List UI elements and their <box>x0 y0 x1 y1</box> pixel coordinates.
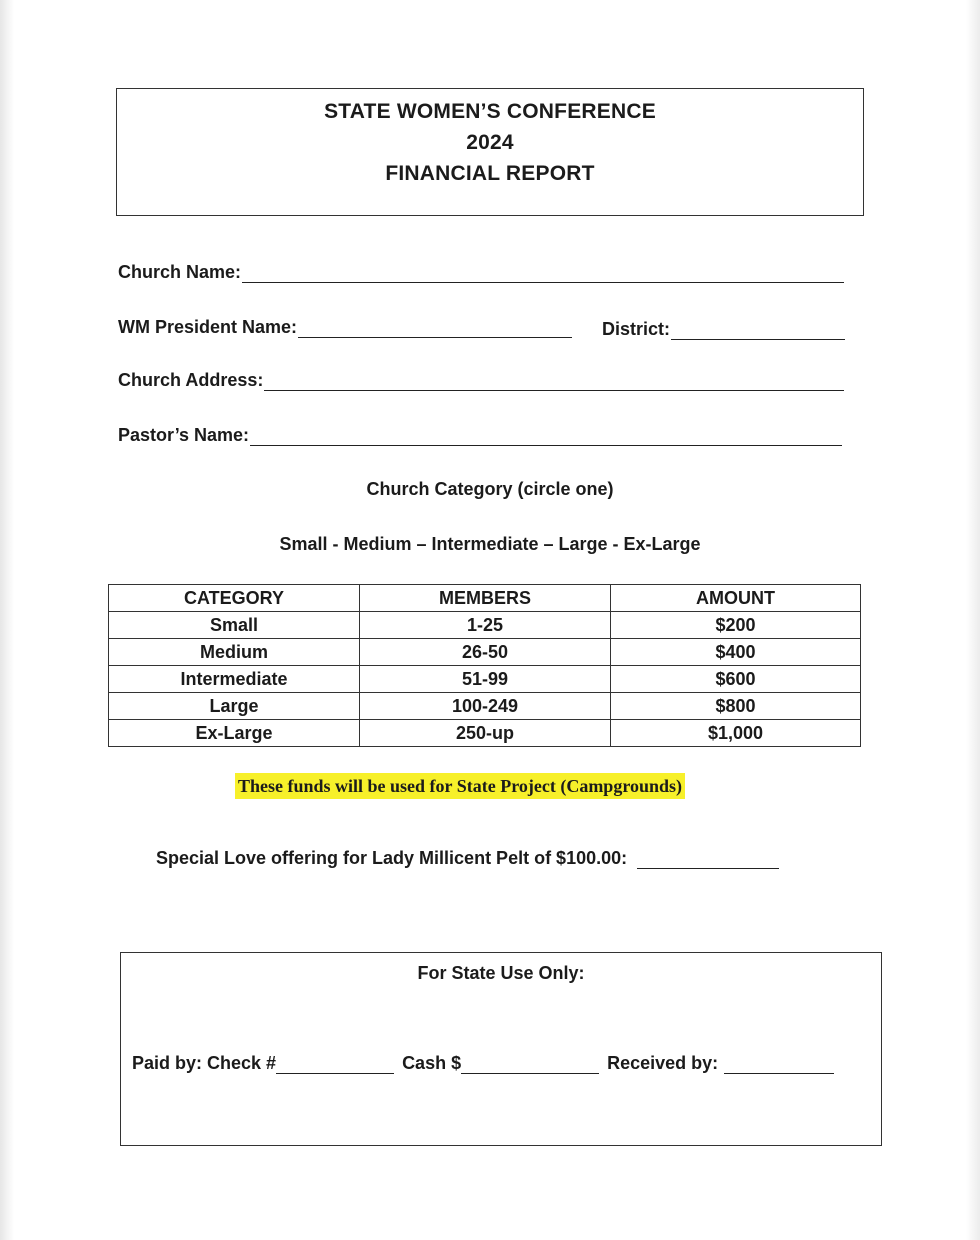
table-row <box>109 639 861 666</box>
church-address-row <box>118 370 844 391</box>
table-row <box>109 666 861 693</box>
pastor-name-field[interactable] <box>250 429 842 446</box>
title-line-report: FINANCIAL REPORT <box>385 162 595 185</box>
cell-amount: $1,000 <box>611 720 861 747</box>
table-row <box>109 612 861 639</box>
church-name-row <box>118 262 844 283</box>
table-row <box>109 693 861 720</box>
cell-amount: $600 <box>611 666 861 693</box>
received-by-field[interactable] <box>724 1057 834 1074</box>
state-use-title: For State Use Only: <box>417 963 585 983</box>
cell-category: Small <box>109 612 360 639</box>
funds-note: These funds will be used for State Project (Campgrounds) <box>235 773 685 799</box>
page-edge-right <box>966 0 980 1240</box>
table-header-row <box>109 585 861 612</box>
cell-members: 250-up <box>360 720 611 747</box>
cell-category: Large <box>109 693 360 720</box>
cell-amount: $200 <box>611 612 861 639</box>
cash-label: Cash $ <box>402 1053 462 1073</box>
pastor-name-label: Pastor’s Name: <box>118 425 250 445</box>
page-edge-left <box>0 0 14 1240</box>
cell-amount: $400 <box>611 639 861 666</box>
wm-president-label: WM President Name: <box>118 317 298 337</box>
category-prompt: Church Category (circle one) <box>366 479 614 499</box>
cell-members: 51-99 <box>360 666 611 693</box>
col-header-category: CATEGORY <box>109 585 360 612</box>
cell-category: Ex-Large <box>109 720 360 747</box>
wm-president-field[interactable] <box>298 321 572 338</box>
category-table <box>108 584 861 747</box>
state-use-box <box>120 952 882 1146</box>
offering-field[interactable] <box>637 852 779 869</box>
church-address-label: Church Address: <box>118 370 264 390</box>
title-line-conference: STATE WOMEN’S CONFERENCE <box>324 100 656 123</box>
cash-field[interactable] <box>461 1057 599 1074</box>
district-row <box>602 319 845 340</box>
payment-row <box>132 1053 834 1074</box>
col-header-members: MEMBERS <box>360 585 611 612</box>
table-row <box>109 720 861 747</box>
cell-members: 26-50 <box>360 639 611 666</box>
district-field[interactable] <box>671 323 845 340</box>
district-label: District: <box>602 319 671 339</box>
received-by-label: Received by: <box>607 1053 719 1073</box>
church-name-label: Church Name: <box>118 262 242 282</box>
title-line-year: 2024 <box>466 131 514 154</box>
cell-members: 1-25 <box>360 612 611 639</box>
cell-category: Medium <box>109 639 360 666</box>
pastor-name-row <box>118 425 842 446</box>
title-box <box>116 88 864 216</box>
cell-amount: $800 <box>611 693 861 720</box>
check-number-field[interactable] <box>276 1057 394 1074</box>
category-options[interactable]: Small - Medium – Intermediate – Large - Ex-Large <box>279 534 701 554</box>
cell-category: Intermediate <box>109 666 360 693</box>
offering-label: Special Love offering for Lady Millicent Pelt of $100.00: <box>156 848 628 868</box>
offering-row <box>156 848 779 869</box>
church-name-field[interactable] <box>242 266 844 283</box>
wm-president-row <box>118 317 572 338</box>
church-address-field[interactable] <box>264 374 844 391</box>
check-label: Paid by: Check # <box>132 1053 277 1073</box>
col-header-amount: AMOUNT <box>611 585 861 612</box>
cell-members: 100-249 <box>360 693 611 720</box>
